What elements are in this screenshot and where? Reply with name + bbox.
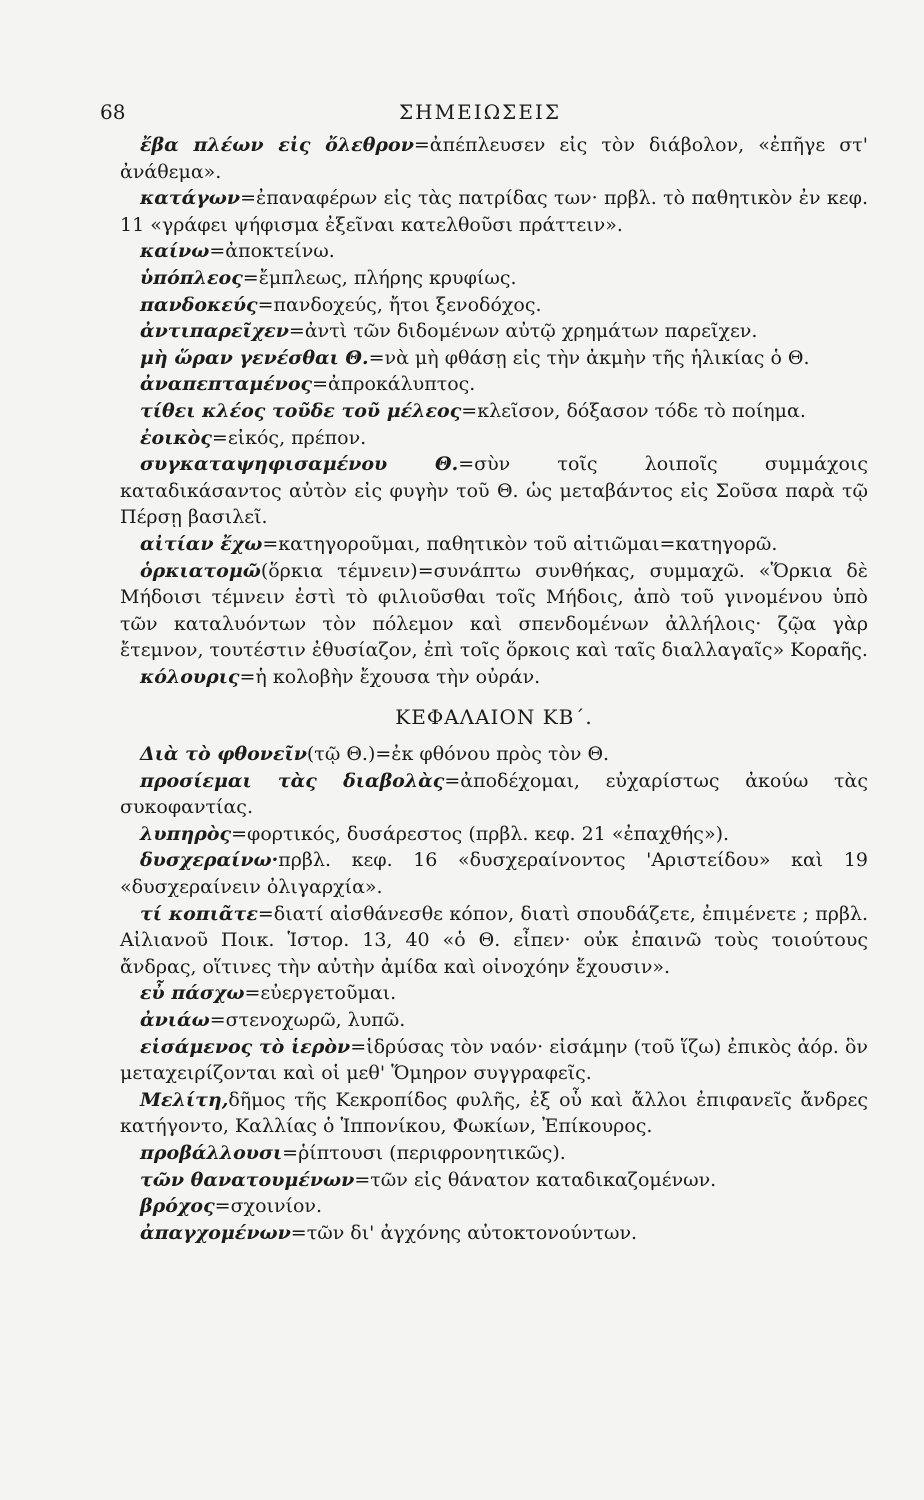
note-gloss: =νὰ μὴ φθάσῃ εἰς τὴν ἀκμὴν τῆς ἡλικίας ὁ Θ.: [368, 346, 810, 369]
note-term: μὴ ὥραν γενέσθαι Θ.: [140, 346, 369, 369]
note-entry: [120, 1007, 868, 1034]
note-term: προσίεμαι τὰς διαβολὰς: [140, 769, 445, 792]
note-gloss: =εὐεργετοῦμαι.: [244, 982, 397, 1005]
running-title: ΣΗΜΕΙΩΣΕΙΣ: [399, 100, 561, 124]
note-term: ἀναπεπταμένος: [140, 373, 313, 396]
note-gloss: =ἀποδέχομαι, εὐχαρίστως ἀκούω τὰς συκοφαντίας.: [120, 769, 868, 819]
note-gloss: =ἀπροκάλυπτος.: [312, 373, 476, 396]
note-term: τῶν θανατουμένων: [140, 1168, 355, 1191]
note-term: ὑπόπλεος: [140, 266, 243, 289]
note-gloss: =σὺν τοῖς λοιποῖς συμμάχοις καταδικάσαντος αὐτὸν εἰς φυγὴν τοῦ Θ. ὡς μεταβάντος εἰς Σοῦσα παρὰ τῷ Πέρσῃ βασιλεῖ.: [120, 453, 868, 529]
note-entry: [120, 531, 868, 558]
note-entry: [120, 901, 868, 981]
note-gloss: =σχοινίον.: [214, 1195, 322, 1218]
note-entry: [120, 292, 868, 319]
note-gloss: =τῶν εἰς θάνατον καταδικαζομένων.: [354, 1168, 717, 1191]
note-entry: [120, 425, 868, 452]
note-gloss: δῆμος τῆς Κεκροπίδος φυλῆς, ἐξ οὗ καὶ ἄλλοι ἐπιφανεῖς ἄνδρες κατήγοντο, Καλλίας ὁ Ἱππονίκου, Φωκίων, Ἐπίκουρος.: [120, 1088, 868, 1138]
note-gloss: =ῥίπτουσι (περιφρονητικῶς).: [282, 1141, 566, 1164]
note-entry: [120, 238, 868, 265]
chapter-heading: ΚΕΦΑΛΑΙΟΝ ΚΒ΄.: [395, 705, 593, 730]
note-term: δυσχεραίνω·: [140, 849, 279, 872]
note-term: αἰτίαν ἔχω: [140, 532, 263, 555]
note-gloss: (τῷ Θ.)=ἐκ φθόνου πρὸς τὸν Θ.: [306, 743, 610, 766]
note-entry: [120, 1087, 868, 1140]
note-entry: [120, 1034, 868, 1087]
note-entry: [120, 1220, 868, 1247]
note-term: προβάλλουσι: [140, 1141, 283, 1164]
note-gloss: =ἔμπλεως, πλήρης κρυφίως.: [242, 266, 517, 289]
note-entry: [120, 132, 868, 185]
note-gloss: =κλεῖσον, δόξασον τόδε τὸ ποίημα.: [461, 399, 806, 422]
note-term: εὖ πάσχω: [140, 982, 245, 1005]
note-term: βρόχος: [140, 1195, 215, 1218]
note-entry: [120, 821, 868, 848]
note-gloss: =ἡ κολοβὴν ἔχουσα τὴν οὐράν.: [239, 665, 541, 688]
note-term: λυπηρὸς: [140, 822, 232, 845]
note-gloss: =κατηγοροῦμαι, παθητικὸν τοῦ αἰτιῶμαι=κατηγορῶ.: [262, 532, 778, 555]
note-entry: [120, 185, 868, 238]
note-entry: [120, 1140, 868, 1167]
note-entry: [120, 980, 868, 1007]
note-entry: [120, 451, 868, 531]
note-term: κόλουρις: [140, 665, 240, 688]
note-term: ὁρκιατομῶ: [140, 559, 261, 582]
note-entry: [120, 847, 868, 900]
page-header: [100, 100, 860, 130]
note-term: Μελίτη,: [140, 1088, 229, 1111]
note-gloss: =στενοχωρῶ, λυπῶ.: [209, 1009, 406, 1031]
note-term: ἔβα πλέων εἰς ὄλεθρον: [140, 134, 414, 156]
note-entry: [120, 558, 868, 664]
notes-section-2: [120, 741, 868, 1246]
note-term: κατάγων: [140, 187, 241, 210]
note-entry: [120, 1167, 868, 1194]
note-entry: [120, 265, 868, 292]
notes-body: [120, 132, 868, 1246]
page-number: 68: [100, 100, 126, 124]
note-term: καίνω: [140, 240, 210, 263]
note-entry: [120, 345, 868, 372]
note-term: ἀνιάω: [140, 1009, 210, 1031]
note-term: τίθει κλέος τοῦδε τοῦ μέλεος: [140, 399, 462, 422]
note-term: εἱσάμενος τὸ ἱερὸν: [140, 1035, 351, 1058]
note-term: ἀπαγχομένων: [140, 1221, 291, 1244]
note-gloss: =τῶν δι' ἀγχόνης αὐτοκτονούντων.: [290, 1221, 638, 1244]
note-gloss: =φορτικός, δυσάρεστος (πρβλ. κεφ. 21 «ἐπαχθής»).: [231, 822, 730, 845]
note-gloss: (ὅρκια τέμνειν)=συνάπτω συνθήκας, συμμαχῶ. «Ὅρκια δὲ Μήδοισι τέμνειν ἐστὶ τὸ φιλιοῦσθαι τοῖς Μήδοις, ἀπὸ τοῦ γινομένου ὑπὸ τῶν καταλυόντων τὸν πόλεμον καὶ σπενδομένων ἀλλήλοις· ζῷα γὰρ ἔτεμνον, τουτέστιν ἐθυσίαζον, ἐπὶ τοῖς ὅρκοις καὶ ταῖς διαλλαγαῖς» Κοραῆς.: [120, 559, 868, 662]
note-entry: [120, 1193, 868, 1220]
note-term: ἀντιπαρεῖχεν: [140, 320, 289, 343]
note-term: συγκαταψηφισαμένου Θ.: [140, 453, 459, 476]
note-term: ἐοικὸς: [140, 426, 212, 449]
note-gloss: =διατί αἰσθάνεσθε κόπον, διατὶ σπουδάζετε, ἐπιμένετε ; πρβλ. Αἰλιανοῦ Ποικ. Ἱστορ. 13, 40 «ὁ Θ. εἶπεν· οὐκ ἐπαινῶ τοὺς τοιούτους ἄνδρας, οἵτινες τὴν αὐτὴν ἀμίδα καὶ οἰνοχόην ἔχουσιν».: [120, 902, 869, 978]
note-gloss: =ἱδρύσας τὸν ναόν· εἱσάμην (τοῦ ἵζω) ἐπικὸς ἀόρ. ὃν μεταχειρίζονται καὶ οἱ μεθ' Ὅμηρον συγγραφεῖς.: [120, 1035, 868, 1085]
note-entry: [120, 741, 868, 768]
note-entry: [120, 371, 868, 398]
notes-section-1: [120, 132, 868, 690]
note-gloss: πρβλ. κεφ. 16 «δυσχεραίνοντος 'Αριστείδου» καὶ 19 «δυσχεραίνειν ὀλιγαρχία».: [120, 849, 868, 899]
note-term: Διὰ τὸ φθονεῖν: [140, 743, 307, 766]
note-gloss: =εἰκός, πρέπον.: [211, 426, 367, 449]
note-term: τί κοπιᾶτε: [140, 902, 258, 925]
note-entry: [120, 768, 868, 821]
note-gloss: =πανδοχεύς, ἤτοι ξενοδόχος.: [257, 293, 542, 316]
note-entry: [120, 398, 868, 425]
note-gloss: =ἐπαναφέρων εἰς τὰς πατρίδας των· πρβλ. τὸ παθητικὸν ἐν κεφ. 11 «γράφει ψήφισμα ἐξεῖναι κατελθοῦσι πράττειν».: [120, 187, 868, 236]
note-gloss: =ἀποκτείνω.: [209, 240, 335, 263]
note-entry: [120, 318, 868, 345]
note-entry: [120, 664, 868, 691]
note-term: πανδοκεύς: [140, 293, 258, 316]
note-gloss: =ἀντὶ τῶν διδομένων αὐτῷ χρημάτων παρεῖχεν.: [288, 320, 758, 343]
note-gloss: =ἀπέπλευσεν εἰς τὸν διάβολον, «ἐπῆγε στ' ἀνάθεμα».: [120, 134, 868, 183]
